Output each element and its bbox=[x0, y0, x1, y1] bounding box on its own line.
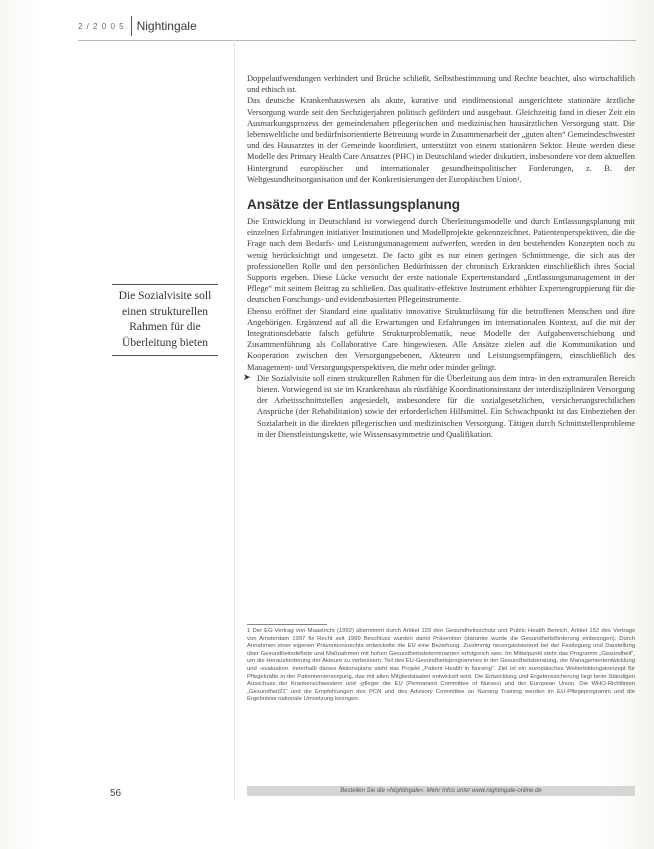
journal-title: Nightingale bbox=[136, 19, 197, 33]
margin-note bbox=[112, 284, 218, 356]
body-paragraph: Das deutsche Krankenhauswesen als akute, kurative und eindimensional ausgerichtete stationäre ärztliche Versorgung wurde seit den Sechzigerjahren politisch gefördert und ausgebaut. Gleichzeitig fand in dieser Zeit ein Ausmarkungsprozess der gemeindenahen pflegerischen und medizinischen hausärztlichen Versorgung statt. Die lebensweltliche und bedürfnisorientierte Betreuung wurde in Zusammenarbeit der „guten alten“ Gemeindeschwester und des Hausarztes in der Gemeinde koordiniert, unterstützt von einem stationären Sektor. Heute werden diese Modelle des Primary Health Care Ansatzes (PHC) in Deutschland wieder diskutiert, insbesondere vor dem aktuellen Hintergrund europäischer und internationaler gesundheitspolitischer Forderungen, z. B. der Weltgesundheitsorganisation und der Konkretisierungen der Europäischen Union¹. bbox=[247, 96, 635, 184]
section-heading: Ansätze der Entlassungsplanung bbox=[247, 197, 461, 213]
footer-band bbox=[247, 786, 635, 796]
header-separator bbox=[131, 16, 132, 36]
column-divider bbox=[234, 40, 235, 800]
body-paragraph: Die Entwicklung in Deutschland ist vorwiegend durch Überleitungsmodelle und durch Entlassungsplanung mit einzelnen Erfahrungen initiativer Institutionen und Modellprojekte gekennzeichnet. Patientenperspektiven, die die Frage nach dem Bedarfs- und Leistungsmanagement aufwerfen, werden in den bestehenden Konzepten noch zu wenig berücksichtigt und umgesetzt. De facto gibt es nur einen geringen Schnittmenge, die sich aus der professionellen Rolle und den persönlichen Bedürfnissen der chronisch Erkrankten einschließlich ihres Social Supports ergeben. Diese Lücke versucht der erste nationale Expertenstandard „Entlassungsmanagement in der Pflege“ mit seinem Beitrag zu schließen. Das qualitativ-effektive Instrument erhöhter Expertengruppierung für die deutschen Forschungs- und evidenzbasierten Pflegeinstrumente. bbox=[247, 217, 635, 305]
footnote: 1 Der EG-Vertrag von Maastricht (1992) übernimmt durch Artikel 129 den Gesundheitsschutz und Public Health Bereich, Artikel 152 des Vertrags von Amsterdam 1997 fix Recht seit 1999 Beschluss wurden damit Prävention (darunter wurde die Gesundheitsförderung einbezogen). Durch Annahmen einer eigenen Präventionsrechts entwickelte die EU eine Beziehung. Zustimmig neuorganisierend bei der Festlegung und Darstellung über Gesundheitsdefizite und Maßnahmen mit hohen Gesundheitsdeterminanten erfolgreich sein. Im Mittelpunkt steht das Programm „Gesundheit“, um die Herausforderung der Akteure zu verbessern, Teil des EU-Gesundheitsprogrammes in der Gesundheitsberatung, der Managemententwicklung und -evaluation. Innerhalb dieses Aktionsplans steht das Projekt „Patient Health in Nursing“. Ziel ist ein europäisches Weiterbildungskonzept für Pflegekräfte in der Patientenversorgung, das mit allen Mitgliedstaaten entwickelt wird. Die Entwicklung und Ergebnissicherung liegt beim Ständigen Ausschuss der Krankenschwestern und -pfleger der EU (Permanent Committee of Nurses) und der European Union. Die WHO-Richtlinien „Gesundheit21“ und die Empfehlungen des PCN und des Advisory Committee on Nursing Training werden im EU-Pflegeprogramm und die Ergebnisse nationale Umsetzung bezogen. bbox=[247, 628, 635, 703]
margin-note-rule-top bbox=[112, 284, 218, 285]
highlight-paragraph bbox=[243, 372, 635, 440]
main-column bbox=[243, 73, 635, 440]
running-header bbox=[78, 12, 197, 40]
margin-note-text: Die Sozialvisite soll einen strukturellen Rahmen für die Überleitung bieten bbox=[118, 290, 212, 349]
header-rule bbox=[78, 40, 636, 41]
body-paragraph: Die Sozialvisite soll einen strukturellen Rahmen für die Überleitung aus dem intra- in den extramuralen Bereich bieten. Vorwiegend ist sie im Krankenhaus als rüstfähige Koordinationsinstanz der interdisziplinären Versorgung der Arbeitsschnittstellen angesiedelt, insbesondere für die sozialgesetzlichen, versicherungsrechtlichen Ansprüche (der Rehabilitation) sowie der erforderlichen Hilfsmittel. Ein Schwachpunkt ist das Einbeziehen der Sozialarbeit in die direkten pflegerischen und medizinischen Versorgung. Tätigen durch Schnittstellenprobleme in der Dienstleistungskette, wie Wissensasymmetrie und Qualifikation. bbox=[257, 373, 635, 439]
intro-paragraph: Doppelaufwendungen verhindert und Brüche schließt, Selbstbestimmung und Rechte beachtet, also wirtschaftlich und ethisch ist. bbox=[247, 74, 635, 95]
page-number: 56 bbox=[110, 788, 122, 799]
arrow-icon: ➤ bbox=[243, 372, 251, 383]
issue-label: 2 / 2 0 0 5 bbox=[78, 21, 125, 31]
body-paragraph: Ebenso eröffnet der Standard eine qualitativ innovative Strukturlösung für die betroffenen Menschen und ihre Angehörigen. Ergänzend auf all die Erwartungen und Erfahrungen im internationalen Kontext, auf die mit der Integrationsdebatte falsch geführte Strukturproblematik, neue Modelle der Aufgabenverschiebung und Zusammenführung als Collaborative Care hingewiesen. Alle Ansätze zielen auf die Kommunikation und Kooperation zwischen den Versorgungsebenen, Akteuren und Leistungsempfängern, einschließlich des Management- und Versorgungsperspektiven, die mehr oder minder gelingt. bbox=[247, 306, 635, 372]
footer-band-text: Bestellen Sie die »Nightingale«. Mehr Infos unter www.nightingale-online.de bbox=[340, 788, 542, 794]
margin-note-rule-bottom bbox=[112, 355, 218, 356]
footnote-rule bbox=[247, 624, 327, 625]
